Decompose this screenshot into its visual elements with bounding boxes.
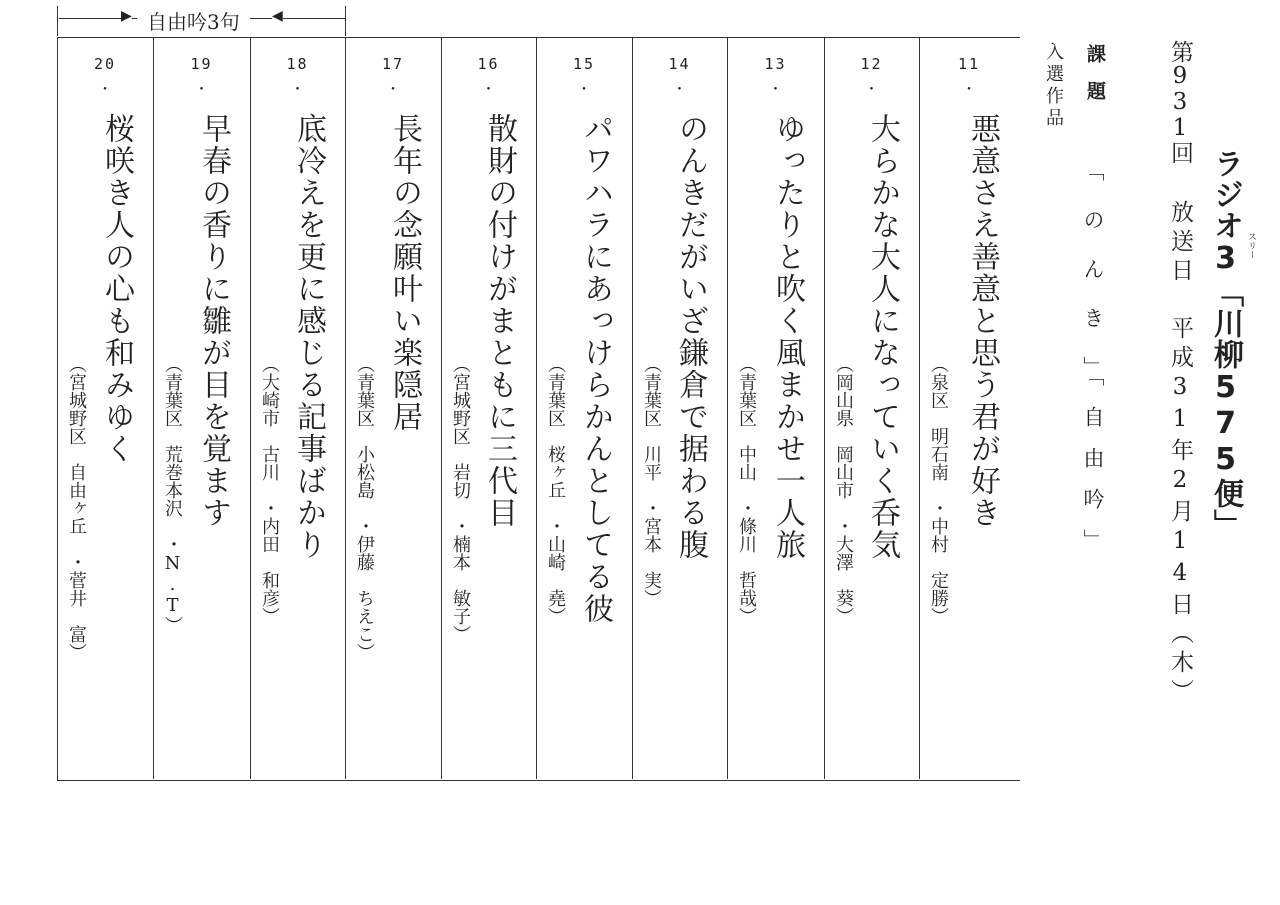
author-info: （青葉区 桜ヶ丘 ・山崎 堯） (545, 355, 566, 625)
entry-number: 12 (860, 55, 883, 73)
author-info: （泉区 明石南 ・中村 定勝） (928, 355, 949, 625)
free-verse-bracket (57, 6, 347, 36)
entry-12 (824, 37, 919, 779)
entry-number: 13 (764, 55, 787, 73)
author-info: （大崎市 古川 ・内田 和彦） (259, 355, 280, 625)
senryu-text: 散財の付けがまともに三代目 (482, 113, 517, 529)
senryu-text: 大らかな大人になっていく呑気 (865, 113, 900, 561)
author-info: （宮城野区 自由ヶ丘 ・菅井 富） (66, 355, 87, 661)
author-info: （宮城野区 岩切 ・楠本 敏子） (450, 355, 471, 643)
arrow-right-icon: ▶ (121, 8, 132, 24)
entry-bullet: ・ (194, 82, 209, 98)
entry-number: 16 (477, 55, 500, 73)
theme-label: 課題 (1084, 44, 1106, 118)
program-title: ラジオ3「川柳575便」 (1208, 148, 1243, 540)
entry-number: 19 (190, 55, 213, 73)
entry-11 (919, 37, 1019, 779)
senryu-text: 長年の念願叶い楽隠居 (387, 113, 422, 433)
selected-works-label: 入選作品 (1043, 42, 1064, 130)
entry-bullet: ・ (577, 82, 591, 98)
arrow-left-icon: ◀ (272, 8, 283, 24)
entry-19 (153, 37, 250, 779)
entry-bullet: ・ (290, 82, 305, 98)
entry-17 (345, 37, 441, 779)
entry-number: 17 (381, 55, 405, 73)
bracket-right-tick (345, 6, 346, 36)
author-info: （青葉区 小松島 ・伊藤 ちえこ） (354, 355, 375, 661)
entry-number: 18 (286, 55, 309, 73)
author-info: （岡山県 岡山市 ・大澤 葵） (833, 355, 854, 625)
senryu-text: パワハラにあっけらかんとしてる彼 (578, 113, 613, 625)
entry-13 (727, 37, 824, 779)
entry-14 (632, 37, 727, 779)
entry-bullet: ・ (962, 82, 976, 98)
entry-number: 14 (668, 55, 691, 73)
entry-bullet: ・ (672, 82, 687, 98)
senryu-text: のんきだがいざ鎌倉で据わる腹 (673, 113, 708, 561)
senryu-text: 早春の香りに雛が目を覚ます (196, 113, 231, 529)
senryu-text: 悪意さえ善意と思う君が好き (965, 113, 1000, 529)
entry-bullet: ・ (768, 82, 783, 98)
senryu-text: ゆったりと吹く風まかせ一人旅 (770, 113, 805, 561)
author-info: （青葉区 川平 ・宮本 実） (641, 355, 662, 607)
entry-16 (441, 37, 536, 779)
entry-bullet: ・ (98, 82, 112, 98)
author-info: （青葉区 中山 ・條川 哲哉） (736, 355, 757, 625)
author-info: （青葉区 荒巻本沢 ・N.T） (162, 355, 183, 634)
entry-bullet: ・ (386, 82, 400, 98)
bracket-left-tick (57, 6, 58, 36)
title-ruby: スリー (1246, 232, 1256, 259)
entry-number: 11 (957, 55, 981, 73)
entry-number: 15 (572, 55, 596, 73)
free-verse-bracket-label: 自由吟3句 (137, 6, 250, 35)
entry-15 (536, 37, 632, 779)
episode-number: 第931回 (1167, 40, 1193, 164)
entry-bullet: ・ (481, 82, 496, 98)
entry-bullet: ・ (864, 82, 879, 98)
entry-20 (57, 37, 153, 779)
entry-18 (250, 37, 345, 779)
air-date: 放送日 平成31年2月14日（木） (1167, 200, 1193, 708)
senryu-text: 底冷えを更に感じる記事ばかり (291, 113, 326, 561)
theme-value: 「のんき」 (1081, 160, 1105, 405)
entry-number: 20 (93, 55, 117, 73)
theme-free-verse: 「自由吟」 (1081, 365, 1105, 570)
senryu-text: 桜咲き人の心も和みゆく (99, 113, 134, 465)
